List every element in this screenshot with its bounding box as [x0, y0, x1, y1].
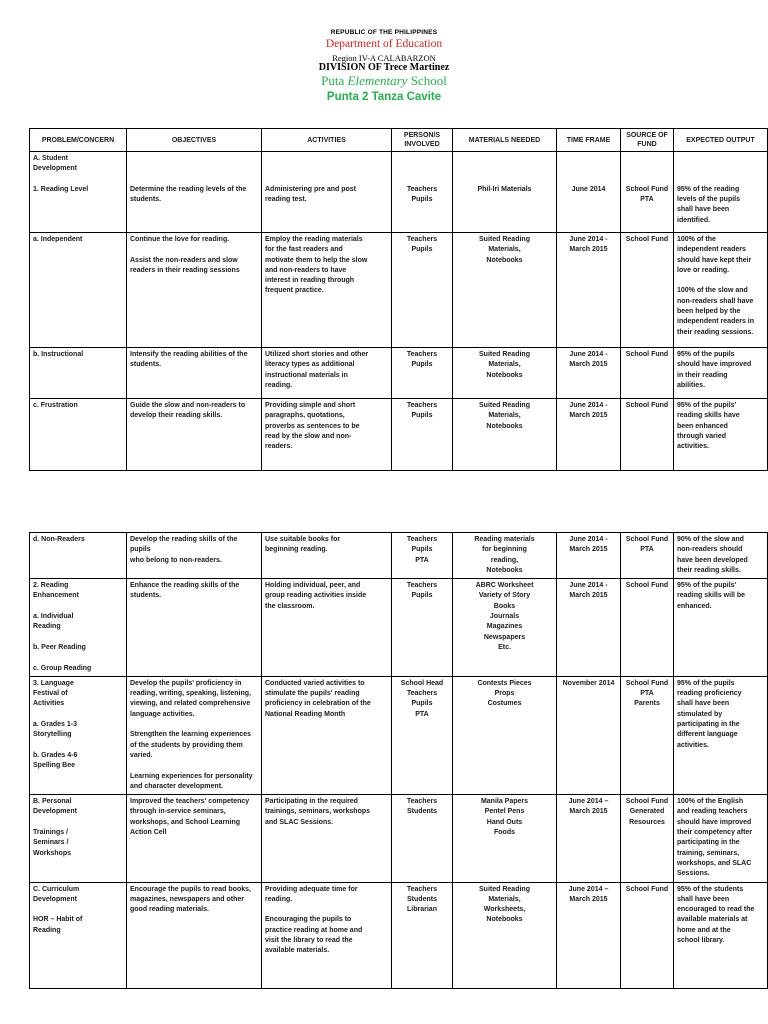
materials-cell: Manila Papers Pentel Pens Hand Outs Foods: [453, 795, 557, 882]
time-frame-cell: June 2014 – March 2015: [557, 882, 621, 988]
column-header: TIME FRAME: [557, 129, 621, 152]
objectives-cell: Intensify the reading abilities of the students.: [127, 348, 262, 399]
problem-cell: a. Independent: [30, 233, 127, 348]
division-label: DIVISION OF Trece Martinez: [318, 62, 450, 73]
fund-cell: School Fund PTA Parents: [621, 676, 674, 794]
persons-cell: School Head Teachers Pupils PTA: [392, 676, 453, 794]
column-header: PERSON/S INVOLVED: [392, 129, 453, 152]
table-row: [30, 579, 768, 677]
persons-cell: Teachers Students: [392, 795, 453, 882]
persons-cell: Teachers Pupils: [392, 399, 453, 471]
table-row: [30, 152, 768, 233]
expected-output-cell: 100% of the English and reading teachers should have improved their competency after participating in the training, seminars, workshops, and SLAC Sessions.: [674, 795, 768, 882]
column-header: SOURCE OF FUND: [621, 129, 674, 152]
persons-cell: Teachers Students Librarian: [392, 882, 453, 988]
expected-output-cell: 95% of the pupils' reading skills have been enhanced through varied activities.: [674, 399, 768, 471]
time-frame-cell: November 2014: [557, 676, 621, 794]
activities-cell: Providing adequate time for reading. Encouraging the pupils to practice reading at home and visit the library to read the available materials.: [262, 882, 392, 988]
materials-cell: Suited Reading Materials, Notebooks: [453, 399, 557, 471]
school-suffix: School: [407, 73, 447, 88]
expected-output-cell: 95% of the students shall have been encouraged to read the available materials at home and at the school library.: [674, 882, 768, 988]
column-header: EXPECTED OUTPUT: [674, 129, 768, 152]
fund-cell: School Fund: [621, 882, 674, 988]
expected-output-cell: 95% of the pupils reading proficiency shall have been stimulated by participating in the different language activities.: [674, 676, 768, 794]
persons-cell: Teachers Pupils: [392, 348, 453, 399]
problem-cell: B. Personal Development Trainings / Seminars / Workshops: [30, 795, 127, 882]
objectives-cell: Encourage the pupils to read books, magazines, newspapers and other good reading materials.: [127, 882, 262, 988]
expected-output-cell: 95% of the pupils' reading skills will be enhanced.: [674, 579, 768, 677]
materials-cell: Suited Reading Materials, Notebooks: [453, 233, 557, 348]
table-row: [30, 399, 768, 471]
table-row: [30, 882, 768, 988]
activities-cell: Participating in the required trainings, seminars, workshops and SLAC Sessions.: [262, 795, 392, 882]
fund-cell: School Fund: [621, 399, 674, 471]
persons-cell: Teachers Pupils: [392, 579, 453, 677]
objectives-cell: Guide the slow and non-readers to develop their reading skills.: [127, 399, 262, 471]
fund-cell: School Fund: [621, 233, 674, 348]
region-label: Region IV-A CALABARZON: [332, 53, 436, 63]
school-script: Elementary: [347, 73, 408, 88]
fund-cell: School Fund PTA: [621, 533, 674, 579]
school-prefix: Puta: [321, 73, 348, 88]
school-name: [0, 73, 768, 89]
materials-cell: Suited Reading Materials, Notebooks: [453, 348, 557, 399]
table-row: [30, 233, 768, 348]
persons-cell: Teachers Pupils: [392, 233, 453, 348]
activities-cell: Holding individual, peer, and group reading activities inside the classroom.: [262, 579, 392, 677]
action-plan-table-2: [29, 532, 768, 989]
materials-cell: Contests Pieces Props Costumes: [453, 676, 557, 794]
column-header: PROBLEM/CONCERN: [30, 129, 127, 152]
problem-cell: d. Non-Readers: [30, 533, 127, 579]
expected-output-cell: 95% of the reading levels of the pupils shall have been identified.: [674, 152, 768, 233]
time-frame-cell: June 2014 - March 2015: [557, 579, 621, 677]
table-row: [30, 795, 768, 882]
column-header: OBJECTIVES: [127, 129, 262, 152]
time-frame-cell: June 2014 - March 2015: [557, 399, 621, 471]
school-address: Punta 2 Tanza Cavite: [326, 91, 442, 103]
column-header: ACTIVITIES: [262, 129, 392, 152]
action-plan-table-1: [29, 128, 768, 471]
activities-cell: Administering pre and post reading test.: [262, 152, 392, 233]
expected-output-cell: 90% of the slow and non-readers should have been developed their reading skills.: [674, 533, 768, 579]
objectives-cell: Continue the love for reading. Assist the non-readers and slow readers in their reading sessions: [127, 233, 262, 348]
objectives-cell: Develop the reading skills of the pupils who belong to non-readers.: [127, 533, 262, 579]
objectives-cell: Enhance the reading skills of the students.: [127, 579, 262, 677]
time-frame-cell: June 2014: [557, 152, 621, 233]
materials-cell: Phil-Iri Materials: [453, 152, 557, 233]
activities-cell: Providing simple and short paragraphs, quotations, proverbs as sentences to be read by the slow and non- readers.: [262, 399, 392, 471]
objectives-cell: Improved the teachers' competency through in-service seminars, workshops, and School Learning Action Cell: [127, 795, 262, 882]
fund-cell: School Fund Generated Resources: [621, 795, 674, 882]
activities-cell: Conducted varied activities to stimulate the pupils' reading proficiency in celebration of the National Reading Month: [262, 676, 392, 794]
activities-cell: Use suitable books for beginning reading.: [262, 533, 392, 579]
problem-cell: 3. Language Festival of Activities a. Grades 1-3 Storytelling b. Grades 4-6 Spelling Bee: [30, 676, 127, 794]
objectives-cell: Develop the pupils' proficiency in reading, writing, speaking, listening, viewing, and related comprehensive language activities. Strengthen the learning experiences of the students by providing them varied. Learning experiences for personality and character development.: [127, 676, 262, 794]
table-row: [30, 533, 768, 579]
materials-cell: Suited Reading Materials, Worksheets, Notebooks: [453, 882, 557, 988]
expected-output-cell: 100% of the independent readers should have kept their love or reading. 100% of the slow and non-readers shall have been helped by the independent readers in their reading sessions.: [674, 233, 768, 348]
activities-cell: Employ the reading materials for the fast readers and motivate them to help the slow and non-readers to have interest in reading through frequent practice.: [262, 233, 392, 348]
activities-cell: Utilized short stories and other literacy types as additional instructional materials in reading.: [262, 348, 392, 399]
expected-output-cell: 95% of the pupils should have improved in their reading abilities.: [674, 348, 768, 399]
table-row: [30, 676, 768, 794]
time-frame-cell: June 2014 - March 2015: [557, 348, 621, 399]
column-header: MATERIALS NEEDED: [453, 129, 557, 152]
persons-cell: Teachers Pupils: [392, 152, 453, 233]
fund-cell: School Fund PTA: [621, 152, 674, 233]
time-frame-cell: June 2014 - March 2015: [557, 533, 621, 579]
persons-cell: Teachers Pupils PTA: [392, 533, 453, 579]
problem-cell: A. Student Development 1. Reading Level: [30, 152, 127, 233]
materials-cell: Reading materials for beginning reading, Notebooks: [453, 533, 557, 579]
time-frame-cell: June 2014 – March 2015: [557, 795, 621, 882]
materials-cell: ABRC Worksheet Variety of Story Books Journals Magazines Newspapers Etc.: [453, 579, 557, 677]
fund-cell: School Fund: [621, 348, 674, 399]
problem-cell: 2. Reading Enhancement a. Individual Reading b. Peer Reading c. Group Reading: [30, 579, 127, 677]
table-header-row: [30, 129, 768, 152]
problem-cell: C. Curriculum Development HOR – Habit of Reading: [30, 882, 127, 988]
time-frame-cell: June 2014 - March 2015: [557, 233, 621, 348]
republic-label: REPUBLIC OF THE PHILIPPINES: [330, 29, 438, 36]
objectives-cell: Determine the reading levels of the students.: [127, 152, 262, 233]
problem-cell: b. Instructional: [30, 348, 127, 399]
department-label: Department of Education: [325, 38, 443, 50]
fund-cell: School Fund: [621, 579, 674, 677]
problem-cell: c. Frustration: [30, 399, 127, 471]
table-row: [30, 348, 768, 399]
